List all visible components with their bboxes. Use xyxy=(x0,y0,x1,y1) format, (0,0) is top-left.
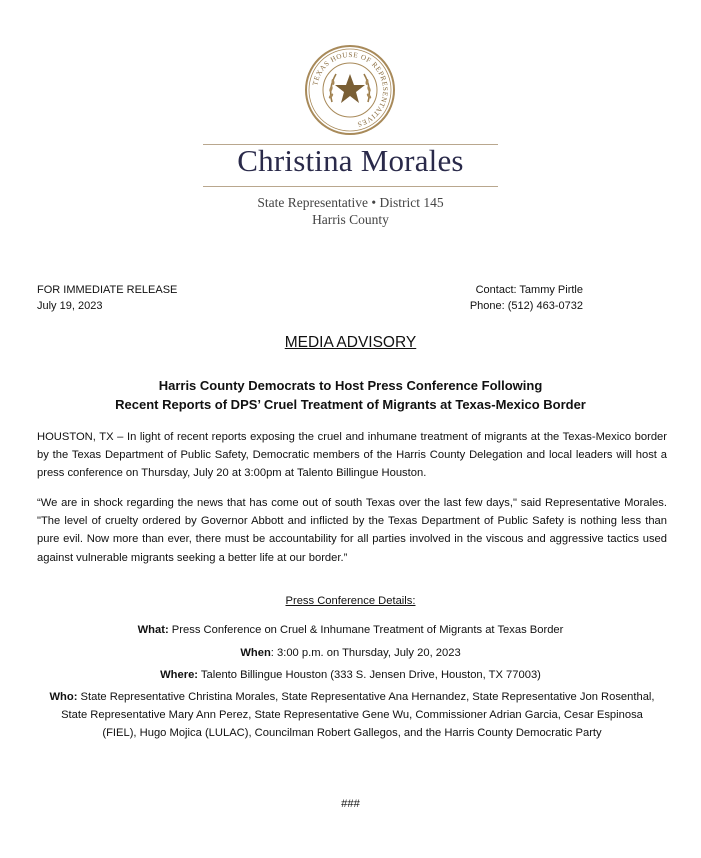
who-value: State Representative Christina Morales, State Representative Ana Hernandez, State Representative Jon Rosenthal, State Representative Mary Ann Perez, State Representative Gene Wu, Commissioner Adrian Garcia, Cesar Espinosa (FIEL), Hugo Mojica (LULAC), Councilman Robert Gallegos, and the Harris County Democratic Party xyxy=(61,691,655,739)
county-line: Harris County xyxy=(312,212,389,227)
details-where xyxy=(0,666,701,684)
where-label: Where: xyxy=(160,669,199,681)
details-who xyxy=(46,688,658,742)
seal-ring-text: TEXAS HOUSE OF REPRESENTATIVES xyxy=(311,50,390,129)
end-mark: ### xyxy=(341,798,360,810)
advisory-title: MEDIA ADVISORY xyxy=(284,334,417,351)
details-when xyxy=(0,644,701,662)
headline-line-1: Harris County Democrats to Host Press Conference Following xyxy=(158,378,543,393)
what-value: Press Conference on Cruel & Inhumane Treatment of Migrants at Texas Border xyxy=(168,624,564,636)
header-rule-bottom xyxy=(203,186,498,187)
contact-phone: Phone: (512) 463-0732 xyxy=(469,300,583,312)
release-label: FOR IMMEDIATE RELEASE xyxy=(37,284,178,296)
who-label: Who: xyxy=(49,691,78,703)
details-what xyxy=(0,621,701,639)
when-value: : 3:00 p.m. on Thursday, July 20, 2023 xyxy=(270,647,461,659)
when-label: When xyxy=(240,647,271,659)
headline xyxy=(40,376,661,414)
representative-title: State Representative • District 145 xyxy=(257,195,444,210)
details-heading: Press Conference Details: xyxy=(285,595,416,607)
body-paragraph-2: “We are in shock regarding the news that has come out of south Texas over the last few days," said Representative Morales. "The level of cruelty ordered by Governor Abbott and inflicted by the Texas Department of Public Safety is nothing less than pure evil. Now more than ever, there must be accountability for all parties involved in the viscous and aggressive tactics used against vulnerable migrants seeking a better life at our border.” xyxy=(37,497,667,564)
release-date: July 19, 2023 xyxy=(37,300,103,312)
body-paragraph-1: HOUSTON, TX – In light of recent reports exposing the cruel and inhumane treatment of migrants at the Texas-Mexico border by the Texas Department of Public Safety, Democratic members of the Harris County Delegation and local leaders will host a press conference on Thursday, July 20 at 3:00pm at Talento Billingue Houston. xyxy=(37,431,667,480)
where-value: Talento Billingue Houston (333 S. Jensen Drive, Houston, TX 77003) xyxy=(198,669,541,681)
representative-name: Christina Morales xyxy=(237,143,464,178)
what-label: What: xyxy=(137,624,169,636)
texas-house-seal-icon xyxy=(304,44,396,136)
contact-name: Contact: Tammy Pirtle xyxy=(475,284,583,296)
headline-line-2: Recent Reports of DPS’ Cruel Treatment of Migrants at Texas-Mexico Border xyxy=(115,397,586,412)
